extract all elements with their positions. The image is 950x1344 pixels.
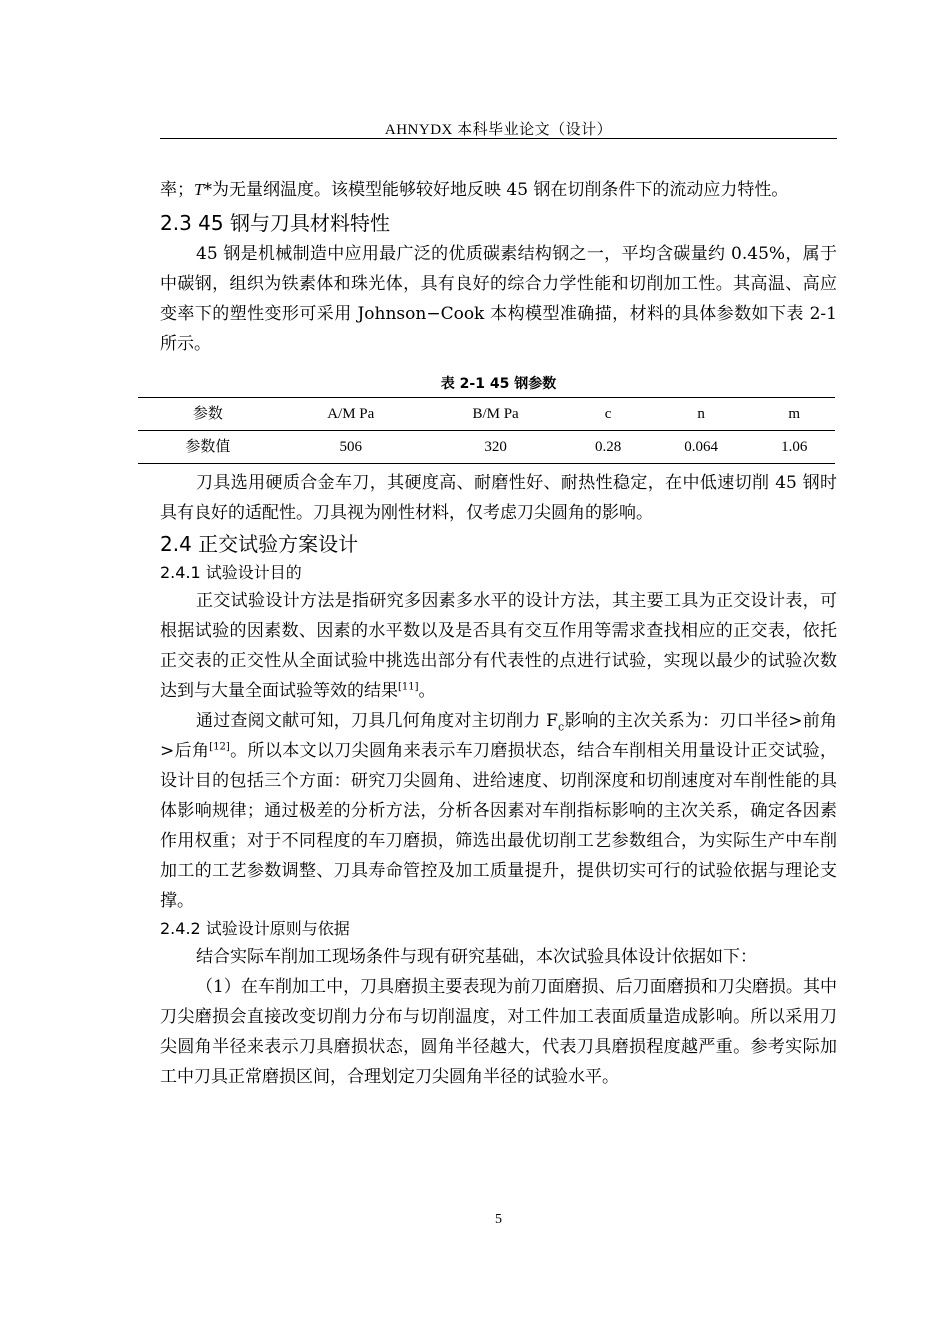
paragraph-steel-properties: 45 钢是机械制造中应用最广泛的优质碳素结构钢之一，平均含碳量约 0.45%，属于中碳钢，组织为铁素体和珠光体，具有良好的综合力学性能和切削加工性。其高温、高应变率下的塑性变形可采用 Johnson−Cook 本构模型准确描，材料的具体参数如下表 2-1 所示。 — [160, 244, 837, 354]
table-header-cell: m — [788, 406, 801, 422]
section-heading-2-4: 2.4 正交试验方案设计 — [160, 532, 359, 556]
paragraph-tool-wear: （1）在车削加工中，刀具磨损主要表现为前刀面磨损、后刀面磨损和刀尖磨损。其中刀尖磨损会直接改变切削力分布与切削温度，对工件加工表面质量造成影响。所以采用刀尖圆角半径来表示刀具磨损状态，圆角半径越大，代表刀具磨损程度越严重。参考实际加工中刀具正常磨损区间，合理划定刀尖圆角半径的试验水平。 — [160, 977, 837, 1087]
table-row — [138, 431, 835, 464]
subsection-heading-2-4-1: 2.4.1 试验设计目的 — [160, 563, 302, 582]
section-heading-2-3: 2.3 45 钢与刀具材料特性 — [160, 211, 390, 235]
table-header-cell: c — [604, 406, 612, 422]
table-cell: 参数值 — [185, 439, 231, 455]
page-number: 5 — [495, 1212, 502, 1227]
paragraph-design-purpose: 通过查阅文献可知，刀具几何角度对主切削力 $F_c$影响的主次关系为：刃口半径>前角>后角[12]。所以本文以刀尖圆角来表示车刀磨损状态，结合车削相关用量设计正交试验，设计目的包括三个方面：研究刀尖圆角、进给速度、切削深度和切削速度对车削性能的具体影响规律；通过极差的分析方法，分析各因素对车削指标影响的主次关系，确定各因素作用权重；对于不同程度的车刀磨损，筛选出最优切削工艺参数组合，为实际生产中车削加工的工艺参数调整、刀具寿命管控及加工质量提升，提供切实可行的试验依据与理论支撑。 — [160, 711, 838, 911]
header-rule — [160, 138, 837, 139]
table-header-cell: A/M Pa — [327, 406, 375, 422]
paragraph-model-description: 率；T*为无量纲温度。该模型能够较好地反映 45 钢在切削条件下的流动应力特性。 — [160, 180, 789, 200]
subsection-heading-2-4-2: 2.4.2 试验设计原则与依据 — [160, 919, 350, 938]
steel-parameter-table — [138, 397, 835, 464]
citation-12: [12] — [209, 741, 230, 753]
table-cell: 0.28 — [594, 439, 622, 455]
paragraph-design-basis: 结合实际车削加工现场条件与现有研究基础，本次试验具体设计依据如下： — [196, 947, 757, 967]
paragraph-tool-material: 刀具选用硬质合金车刀，其硬度高、耐磨性好、耐热性稳定，在中低速切削 45 钢时具有良好的适配性。刀具视为刚性材料，仅考虑刀尖圆角的影响。 — [160, 473, 837, 523]
table-header-row — [138, 398, 835, 431]
table-cell: 506 — [339, 439, 362, 455]
table-cell: 1.06 — [781, 439, 808, 455]
running-header: AHNYDX 本科毕业论文（设计） — [384, 122, 613, 138]
table-cell: 320 — [484, 439, 507, 455]
paragraph-orthogonal-method: 正交试验设计方法是指研究多因素多水平的设计方法，其主要工具为正交设计表，可根据试验的因素数、因素的水平数以及是否具有交互作用等需求查找相应的正交表，依托正交表的正交性从全面试验中挑选出部分有代表性的点进行试验，实现以最少的试验次数达到与大量全面试验等效的结果[11]。 — [160, 591, 837, 701]
body-content — [160, 175, 837, 1092]
table-header-cell: 参数 — [192, 406, 223, 422]
symbol-t: T — [194, 180, 204, 199]
table-caption: 表 2-1 45 钢参数 — [440, 376, 557, 392]
citation-11: [11] — [398, 681, 419, 693]
subscript-c: c — [557, 720, 565, 734]
table-header-cell: B/M Pa — [472, 406, 519, 422]
table-cell: 0.064 — [684, 439, 719, 455]
table-header-cell: n — [697, 406, 705, 422]
